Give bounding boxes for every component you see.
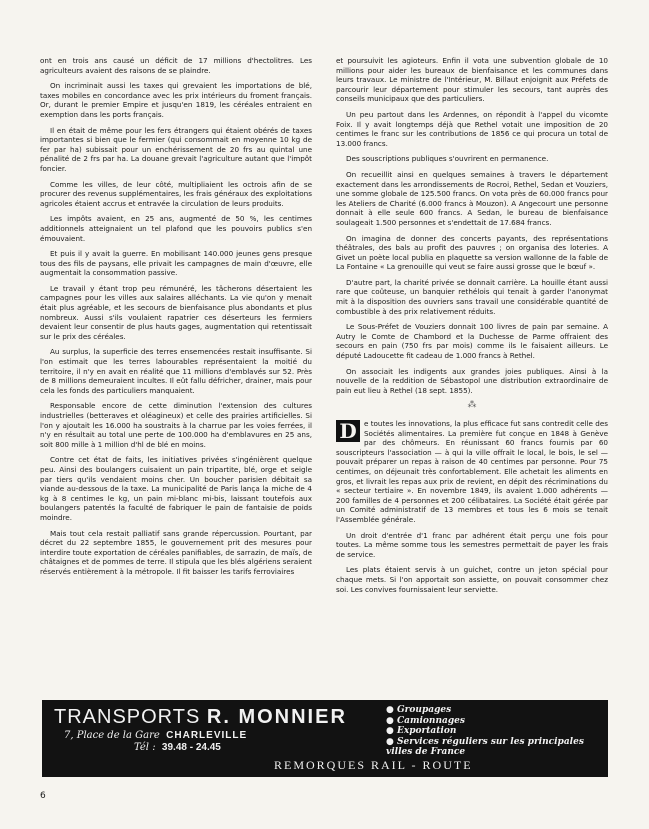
paragraph: Un peu partout dans les Ardennes, on répondit à l'appel du vicomte Foix. Il y avait longtemps déjà que Rethel votait une imposition de 20 centimes le franc sur les contributions de 1856 ce qui procura un total de 13.000 francs.: [336, 109, 608, 148]
ad-street: 7, Place de la Gare: [64, 730, 160, 741]
paragraph: Comme les villes, de leur côté, multipliaient les octrois afin de se procurer des revenus supplémentaires, les frais généraux des exploitations agricoles étaient accrus et entravée la circulation de leurs produits.: [40, 179, 312, 208]
paragraph: Contre cet état de faits, les initiatives privées s'ingénièrent quelque peu. Ainsi des boulangers cuisaient un pain tripartite, blé, orge et seigle par tiers qu'ils vendaient moins cher. Un boucher parisien débitait sa viande au-dessous de la taxe. La municipalité de Paris lança la miche de 4 kg à 8 centimes le kg, un pain mi-blanc mi-bis, laissant toutefois aux boulangers patentés la faculté de fabriquer le pain de fantaisie de poids moindre.: [40, 455, 312, 522]
ad-firm-name: R. MONNIER: [206, 706, 347, 728]
ad-title-prefix: TRANSPORTS: [54, 706, 201, 728]
paragraph: On incriminait aussi les taxes qui grevaient les importations de blé, taxes mobiles en concordance avec les prix intérieurs du froment français. Or, durant le premier Empire et jusqu'en 1819, les céréales entraient en exemption dans les ports français.: [40, 81, 312, 119]
paragraph: Des souscriptions publiques s'ouvrirent en permanence.: [346, 154, 549, 164]
ad-address: [54, 730, 394, 741]
ad-bottom-line: REMORQUES RAIL - ROUTE: [274, 758, 473, 772]
paragraph: Les impôts avaient, en 25 ans, augmenté de 50 %, les centimes additionnels atteignaient un tel plafond que les pouvoirs publics s'en émouvaient.: [40, 214, 312, 243]
paragraph: Il en était de même pour les fers étrangers qui étaient obérés de taxes importantes si bien que le fermier (qui consommait en moyenne 10 kg de fer par ha) subissait pour un enchérissement de 20 frs au quintal une pénalité de 2 frs par ha. La douane grevait l'agriculture autant que l'impôt foncier.: [40, 125, 312, 173]
dropcap-letter: D: [336, 420, 360, 442]
ad-service-item: ● Camionnages: [386, 715, 465, 726]
paragraph: Les plats étaient servis à un guichet, contre un jeton spécial pour chaque mets. Si l'on apportait son assiette, on pouvait consommer chez soi. Les convives fournissaient leur serviette.: [336, 565, 608, 594]
ad-service-item: ● Groupages: [386, 705, 452, 715]
paragraph: Un droit d'entrée d'1 franc par adhérent était perçu une fois pour toutes. La même somme tous les semestres permettait de payer les frais de service.: [336, 530, 608, 559]
left-column: [40, 56, 312, 583]
ad-telephone: [54, 742, 394, 753]
paragraph: On associait les indigents aux grandes joies publiques. Ainsi à la nouvelle de la reddition de Sébastopol une distribution extraordinaire de pain eut lieu à Rethel (18 sept. 1855).: [336, 366, 608, 395]
paragraph: D'autre part, la charité privée se donnait carrière. La houille étant aussi rare que coûteuse, un banquier rethélois qui tenait à garder l'anonymat mit à la disposition des ouvriers sans travail une considérable quantité de combustible à des prix relativement réduits.: [336, 277, 608, 316]
paragraph: On recueillit ainsi en quelques semaines à travers le département exactement dans les arrondissements de Rocroi, Rethel, Sedan et Vouziers, une somme globale de 125.500 francs. On vota près de 60.000 francs pour les Ateliers de Charité (6.000 francs à Mouzon). A Angecourt une personne donnait à elle seule 600 francs. A Sedan, le bureau de bienfaisance soulageait 1.500 personnes et s'endettait de 17.684 francs.: [336, 169, 608, 227]
ad-title: [54, 706, 394, 728]
dropcap-text: e toutes les innovations, la plus efficace fut sans contredit celle des Sociétés alimentaires. La première fut conçue en 1848 à Genève par des chômeurs. En réunissant 60 francs fournis par 60 souscripteurs l'association — à qui la ville offrait le local, le bois, le sel — pouvait préparer un repas à raison de 40 centimes par personne. Pour 75 centimes, on déjeunait très confortablement. Elle achetait les aliments en gros, et livrait les repas aux prix de revient, en dépit des récriminations du « secteur tertiaire ». En novembre 1849, ils avaient 1.000 adhérents — 200 familles de 4 personnes et 200 célibataires. La Société était gérée par un Comité administratif de 13 membres et tous les 6 mois se tenait l'Assemblée générale.: [336, 419, 608, 524]
section-separator: ⁂: [467, 400, 477, 411]
paragraph: et poursuivit les agioteurs. Enfin il vota une subvention globale de 10 millions pour aider les bureaux de bienfaisance et les communes dans leurs travaux. Le ministre de l'Intérieur, M. Billaut enjoignit aux Préfets de parcourir leur département pour stimuler les secours, tant auprès des conseils municipaux que des particuliers.: [336, 56, 608, 104]
paragraph: On imagina de donner des concerts payants, des représentations théâtrales, des bals au profit des pauvres ; on organisa des loteries. A Givet un poète local publia en plaquette sa version wallonne de la fable de La Fontaine « La grenouille qui veut se faire aussi grosse que le bœuf ».: [336, 233, 608, 272]
paragraph: Mais tout cela restait palliatif sans grande répercussion. Pourtant, par décret du 22 septembre 1855, le gouvernement prit des mesures pour interdire toute exportation de céréales panifiables, de sarrazin, de maïs, de châtaignes et de pommes de terre. Il stipula que les blés algériens seraient réservés entièrement à la métropole. Il fit baisser les tarifs ferroviaires: [40, 528, 312, 576]
dropcap-paragraph: [336, 419, 608, 525]
advertisement-banner: [42, 700, 608, 777]
paragraph: Au surplus, la superficie des terres ensemencées restait insuffisante. Si l'on estimait que les terres labourables représentaient la moitié du territoire, il n'y en avait en réalité que 11 millions d'emblavés sur 52. Près de 8 millions demeuraient incultes. Il eût fallu défricher, drainer, mais pour cela les fonds des particuliers manquaient.: [40, 347, 312, 395]
paragraph: Responsable encore de cette diminution l'extension des cultures industrielles (betteraves et oléagineux) et celle des prairies artificielles. Si l'on y ajoutait les 16.000 ha soustraits à la charrue par les voies ferrées, il n'y en résultait au total une perte de 100.000 ha d'emblavures en 25 ans, soit 800 mille à 1 million d'hl de blé en moins.: [40, 401, 312, 449]
paragraph: ont en trois ans causé un déficit de 17 millions d'hectolitres. Les agriculteurs avaient des raisons de se plaindre.: [40, 56, 312, 75]
paragraph: Et puis il y avait la guerre. En mobilisant 140.000 jeunes gens presque tous des fils de paysans, elle privait les campagnes de main d'œuvre, elle augmentait la consommation passive.: [40, 249, 312, 278]
right-column: [336, 56, 608, 600]
page-number: 6: [40, 791, 46, 801]
ad-tel-label: Tél :: [134, 742, 156, 753]
ad-services-list: [386, 705, 606, 758]
paragraph: Le travail y étant trop peu rémunéré, les tâcherons désertaient les campagnes pour les villes aux salaires alléchants. La vie qu'on y menait était plus agréable, et les secours de bienfaisance plus abondants et plus nombreux. Aussi s'ils voulaient rapatrier ces déserteurs les fermiers devaient leur consentir de plus hauts gages, augmentation qui retentissait sur le prix des céréales.: [40, 283, 312, 341]
ad-service-item: ● Exportation: [386, 726, 457, 736]
ad-service-item: ● Services réguliers sur les principales villes de France: [386, 736, 584, 757]
ad-company-block: [54, 706, 394, 753]
ad-tel-numbers: 39.48 - 24.45: [161, 742, 221, 753]
ad-city: CHARLEVILLE: [166, 730, 248, 741]
paragraph: Le Sous-Préfet de Vouziers donnait 100 livres de pain par semaine. A Autry le Comte de Chambord et la Duchesse de Parme offraient des secours en pain (750 frs par mois) comme ils le faisaient ailleurs. Le député Ladoucette fit cadeau de 1.000 francs à Rethel.: [336, 322, 608, 361]
